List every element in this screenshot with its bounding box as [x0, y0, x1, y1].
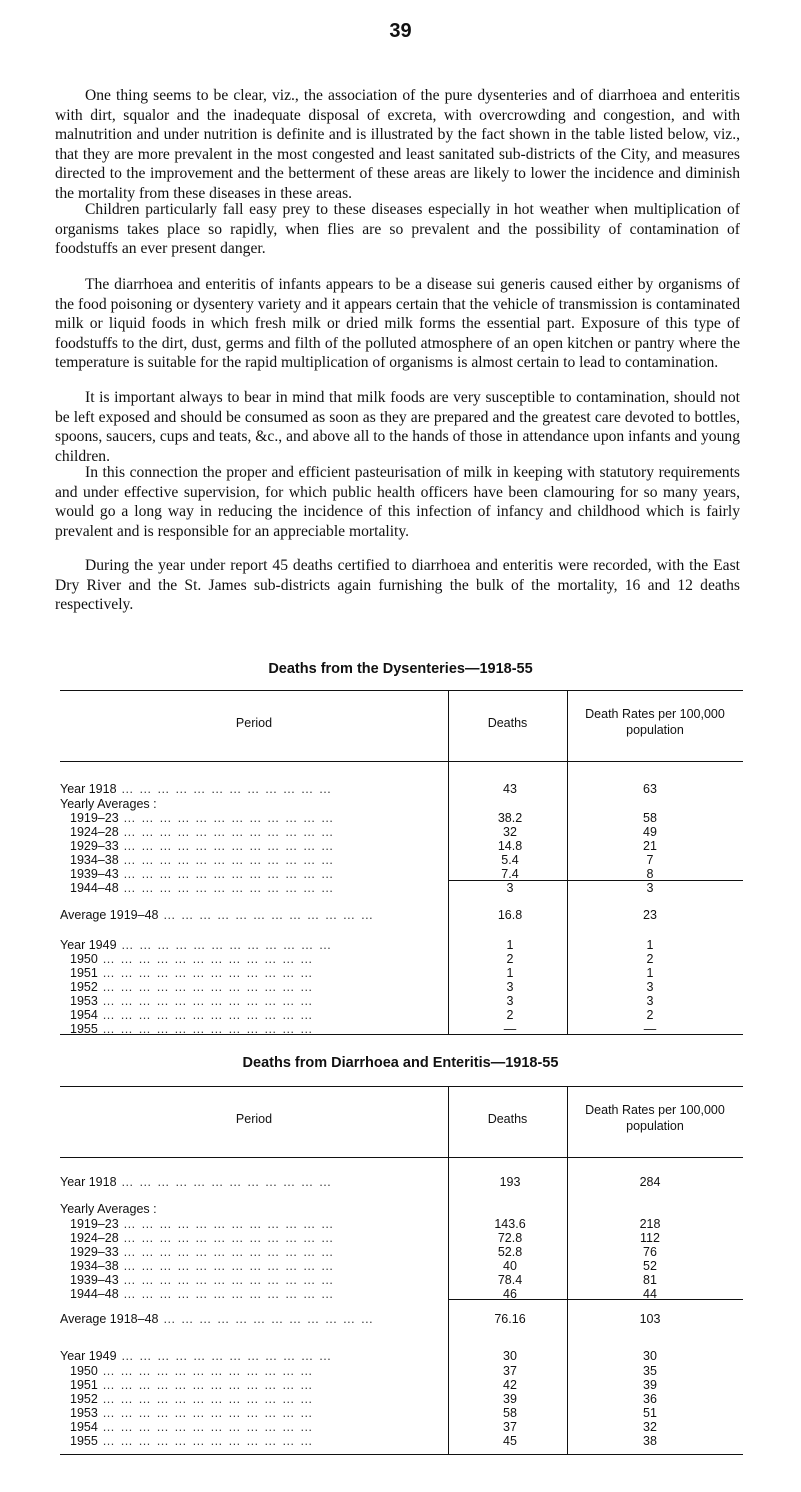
table-row [60, 966, 743, 980]
page-number: 39 [389, 20, 412, 42]
period-cell [70, 839, 445, 853]
period-label: Year 1949 [60, 938, 117, 952]
deaths-cell: 1 [506, 938, 514, 952]
table-row [60, 1245, 743, 1259]
table-row [60, 1420, 743, 1434]
leader-dots: … … … … … … … … … … … … [97, 1434, 314, 1448]
deaths-cell: — [503, 1022, 517, 1036]
period-cell [70, 1392, 445, 1406]
leader-dots: … … … … … … … … … … … … [118, 853, 335, 867]
period-label: 1924–28 [70, 1231, 119, 1245]
table-row [60, 1231, 743, 1245]
table1-caption: Deaths from the Dysenteries—1918-55 [268, 661, 533, 677]
period-cell [70, 1259, 445, 1273]
deaths-cell: 2 [506, 1008, 514, 1022]
period-label: Yearly Averages : [60, 1202, 157, 1216]
rate-cell: 2 [646, 1008, 654, 1022]
rate-cell: 44 [643, 1287, 657, 1301]
rate-cell: 23 [643, 908, 657, 922]
period-cell [70, 994, 445, 1008]
table-row [60, 1287, 743, 1301]
table-row [60, 1202, 743, 1216]
leader-dots: … … … … … … … … … … … … [97, 1378, 314, 1392]
leader-dots: … … … … … … … … … … … … [116, 782, 333, 796]
table-row [60, 908, 743, 922]
deaths-cell: 7.4 [501, 867, 519, 881]
rate-cell: 38 [643, 1434, 657, 1448]
period-cell [70, 1420, 445, 1434]
period-cell [60, 1312, 445, 1326]
table-row [60, 1259, 743, 1273]
table-row [60, 1022, 743, 1036]
period-cell [60, 1175, 445, 1189]
rate-header: Death Rates per 100,000 population [585, 1103, 725, 1133]
period-cell [60, 908, 445, 922]
rate-cell: 52 [643, 1259, 657, 1273]
period-cell [70, 1378, 445, 1392]
rate-cell: 2 [646, 952, 654, 966]
deaths-cell: 42 [503, 1378, 517, 1392]
leader-dots: … … … … … … … … … … … … [118, 1245, 335, 1259]
leader-dots: … … … … … … … … … … … … [97, 1406, 314, 1420]
period-label: 1924–28 [70, 825, 119, 839]
period-cell [70, 1273, 445, 1287]
deaths-cell: 1 [506, 966, 514, 980]
rate-cell: 76 [643, 1245, 657, 1259]
paragraph-5: In this connection the proper and efficient pasteurisation of milk in keeping with statutory requirements and under effective supervision, for which public health officers have been clamouring for so many years, would go a long way in reducing the incidence of this infection of infancy and childhood which is fairly prevalent and is responsible for an appreciable mortality. [55, 464, 740, 540]
deaths-cell: 45 [503, 1434, 517, 1448]
period-label: Year 1918 [60, 782, 117, 796]
period-cell [60, 782, 445, 796]
leader-dots: … … … … … … … … … … … … [97, 1392, 314, 1406]
period-cell [70, 853, 445, 867]
deaths-cell: 193 [499, 1175, 521, 1189]
rate-cell: 35 [643, 1364, 657, 1378]
leader-dots: … … … … … … … … … … … … [97, 966, 314, 980]
rate-cell: 103 [639, 1312, 661, 1326]
leader-dots: … … … … … … … … … … … … [118, 1217, 335, 1231]
period-label: 1944–48 [70, 1287, 119, 1301]
rate-cell: 112 [640, 1231, 660, 1245]
deaths-cell: 37 [503, 1364, 517, 1378]
table2-caption: Deaths from Diarrhoea and Enteritis—1918-55 [242, 1055, 559, 1071]
leader-dots: … … … … … … … … … … … … [118, 867, 335, 881]
table-row [60, 839, 743, 853]
table-row [60, 1349, 743, 1363]
deaths-cell: 38.2 [497, 811, 523, 825]
table-top-rule [60, 1086, 743, 1087]
leader-dots: … … … … … … … … … … … … [158, 908, 375, 922]
period-cell [60, 938, 445, 952]
paragraph-2: Children particularly fall easy prey to these diseases especially in hot weather when multiplication of organisms takes place so rapidly, when flies are so prevalent and the possibility of contamination of foodstuffs an ever present danger. [55, 201, 740, 257]
deaths-cell: 43 [503, 782, 517, 796]
rate-cell: 1 [646, 966, 654, 980]
rate-cell: 51 [643, 1406, 657, 1420]
deaths-cell: 5.4 [501, 853, 519, 867]
leader-dots: … … … … … … … … … … … … [118, 825, 335, 839]
rate-cell: 3 [646, 980, 654, 994]
table-row [60, 825, 743, 839]
period-cell [70, 980, 445, 994]
period-label: 1952 [70, 1392, 98, 1406]
period-cell [70, 1008, 445, 1022]
leader-dots: … … … … … … … … … … … … [118, 1273, 335, 1287]
leader-dots: … … … … … … … … … … … … [118, 839, 335, 853]
leader-dots: … … … … … … … … … … … … [97, 1008, 314, 1022]
leader-dots: … … … … … … … … … … … … [116, 938, 333, 952]
period-label: 1955 [70, 1434, 98, 1448]
leader-dots: … … … … … … … … … … … … [118, 1259, 335, 1273]
period-label: 1950 [70, 1364, 98, 1378]
period-cell [70, 811, 445, 825]
leader-dots: … … … … … … … … … … … … [97, 1022, 314, 1036]
period-cell [70, 952, 445, 966]
deaths-cell: 37 [503, 1420, 517, 1434]
deaths-cell: 52.8 [497, 1245, 523, 1259]
table-header-rule [60, 1157, 743, 1158]
period-cell [70, 1364, 445, 1378]
period-cell [70, 966, 445, 980]
period-cell [60, 1349, 445, 1363]
deaths-cell: 58 [503, 1406, 517, 1420]
deaths-cell: 78.4 [497, 1273, 523, 1287]
paragraph-4: It is important always to bear in mind that milk foods are very susceptible to contamination, should not be left exposed and should be consumed as soon as they are prepared and the greatest care devoted to bottles, spoons, saucers, cups and teats, &c., and above all to the hands of those in attendance upon infants and young children. [55, 389, 740, 465]
rate-header: Death Rates per 100,000 population [585, 707, 725, 737]
table-row [60, 1175, 743, 1189]
period-header: Period [235, 1112, 273, 1126]
period-label: 1919–23 [70, 811, 119, 825]
table-row [60, 853, 743, 867]
rate-cell: — [643, 1022, 657, 1036]
period-label: 1939–43 [70, 867, 119, 881]
period-header: Period [235, 716, 273, 730]
period-cell [70, 1287, 445, 1301]
table-header-rule [60, 761, 743, 762]
period-cell [70, 1434, 445, 1448]
rate-cell: 63 [643, 782, 657, 796]
table-row [60, 811, 743, 825]
leader-dots: … … … … … … … … … … … … [158, 1312, 375, 1326]
leader-dots: … … … … … … … … … … … … [97, 994, 314, 1008]
period-cell [70, 1406, 445, 1420]
table-row [60, 881, 743, 895]
period-label: 1944–48 [70, 881, 119, 895]
paragraph-1: One thing seems to be clear, viz., the association of the pure dysenteries and of diarrhoea and enteritis with dirt, squalor and the inadequate disposal of excreta, with overcrowding and congestion, and with malnutrition and under nutrition is definite and is illustrated by the fact shown in the table listed below, viz., that they are more prevalent in the most congested and least sanitated sub-districts of the City, and measures directed to the improvement and the betterment of these areas are likely to lower the incidence and diminish the mortality from these diseases in these areas. [55, 87, 740, 202]
period-cell [60, 1202, 445, 1216]
rate-cell: 32 [643, 1420, 657, 1434]
period-cell [70, 1231, 445, 1245]
deaths-cell: 30 [503, 1349, 517, 1363]
period-label: 1929–33 [70, 839, 119, 853]
rate-cell: 3 [646, 881, 654, 895]
period-cell [70, 1022, 445, 1036]
period-label: 1951 [70, 966, 98, 980]
leader-dots: … … … … … … … … … … … … [97, 952, 314, 966]
period-label: 1954 [70, 1420, 98, 1434]
deaths-cell: 3 [506, 994, 514, 1008]
table-row [60, 1312, 743, 1326]
period-label: Yearly Averages : [60, 797, 157, 811]
period-label: 1952 [70, 980, 98, 994]
leader-dots: … … … … … … … … … … … … [118, 1287, 335, 1301]
rate-cell: 8 [646, 867, 654, 881]
paragraph-6: During the year under report 45 deaths certified to diarrhoea and enteritis were recorded, with the East Dry River and the St. James sub-districts again furnishing the bulk of the mortality, 16 and 12 deaths respectively. [55, 557, 740, 613]
deaths-header: Deaths [487, 716, 528, 730]
period-label: 1939–43 [70, 1273, 119, 1287]
leader-dots: … … … … … … … … … … … … [116, 1349, 333, 1363]
deaths-cell: 46 [503, 1287, 517, 1301]
period-label: 1953 [70, 994, 98, 1008]
deaths-cell: 72.8 [497, 1231, 523, 1245]
table-row [60, 797, 743, 811]
leader-dots: … … … … … … … … … … … … [118, 811, 335, 825]
leader-dots: … … … … … … … … … … … … [118, 1231, 335, 1245]
rate-cell: 3 [646, 994, 654, 1008]
deaths-cell: 3 [506, 980, 514, 994]
table-bottom-rule [60, 1454, 743, 1455]
deaths-cell: 76.16 [494, 1312, 526, 1326]
period-label: 1950 [70, 952, 98, 966]
leader-dots: … … … … … … … … … … … … [118, 881, 335, 895]
period-cell [70, 1217, 445, 1231]
table-row [60, 1378, 743, 1392]
table-row [60, 782, 743, 796]
period-label: 1934–38 [70, 853, 119, 867]
table-row [60, 1008, 743, 1022]
paragraph-3: The diarrhoea and enteritis of infants appears to be a disease sui generis caused either by organisms of the food poisoning or dysentery variety and it appears certain that the vehicle of transmission is contaminated milk or liquid foods in which fresh milk or dried milk forms the essential part. Exposure of this type of foodstuffs to the dirt, dust, germs and filth of the polluted atmosphere of an open kitchen or pantry where the temperature is suitable for the rapid multiplication of organisms is almost certain to lead to contamination. [55, 276, 740, 371]
period-cell [70, 825, 445, 839]
deaths-cell: 32 [503, 825, 517, 839]
period-label: 1919–23 [70, 1217, 119, 1231]
rate-cell: 58 [643, 811, 657, 825]
rate-cell: 39 [643, 1378, 657, 1392]
period-label: Average 1918–48 [60, 1312, 159, 1326]
period-cell [70, 1245, 445, 1259]
period-label: Year 1918 [60, 1175, 117, 1189]
table-row [60, 1364, 743, 1378]
rate-cell: 81 [643, 1273, 657, 1287]
period-label: 1953 [70, 1406, 98, 1420]
table-row [60, 1392, 743, 1406]
table-dysenteries [60, 690, 743, 1036]
deaths-cell: 39 [503, 1392, 517, 1406]
table-row [60, 1434, 743, 1448]
deaths-cell: 14.8 [497, 839, 523, 853]
deaths-cell: 143.6 [494, 1217, 526, 1231]
table-row [60, 952, 743, 966]
period-label: Average 1919–48 [60, 908, 159, 922]
rate-cell: 36 [643, 1392, 657, 1406]
period-cell [70, 881, 445, 895]
period-cell [60, 797, 445, 811]
deaths-cell: 3 [506, 881, 514, 895]
rate-cell: 7 [646, 853, 654, 867]
deaths-cell: 16.8 [497, 908, 523, 922]
rate-cell: 284 [639, 1175, 661, 1189]
table-diarrhoea-enteritis [60, 1086, 743, 1456]
table-row [60, 994, 743, 1008]
table-row [60, 938, 743, 952]
deaths-cell: 40 [503, 1259, 517, 1273]
table-row [60, 1273, 743, 1287]
leader-dots: … … … … … … … … … … … … [97, 1364, 314, 1378]
rate-cell: 49 [643, 825, 657, 839]
period-label: 1955 [70, 1022, 98, 1036]
period-label: 1929–33 [70, 1245, 119, 1259]
table-row [60, 867, 743, 881]
rate-cell: 218 [639, 1217, 661, 1231]
table-top-rule [60, 690, 743, 691]
period-label: 1934–38 [70, 1259, 119, 1273]
leader-dots: … … … … … … … … … … … … [97, 1420, 314, 1434]
rate-cell: 21 [643, 839, 657, 853]
table-row [60, 1406, 743, 1420]
leader-dots: … … … … … … … … … … … … [97, 980, 314, 994]
rate-cell: 30 [643, 1349, 657, 1363]
leader-dots: … … … … … … … … … … … … [116, 1175, 333, 1189]
period-label: Year 1949 [60, 1349, 117, 1363]
period-cell [70, 867, 445, 881]
rate-cell: 1 [646, 938, 654, 952]
deaths-cell: 2 [506, 952, 514, 966]
deaths-header: Deaths [487, 1112, 528, 1126]
table-row [60, 1217, 743, 1231]
table-row [60, 980, 743, 994]
period-label: 1951 [70, 1378, 98, 1392]
period-label: 1954 [70, 1008, 98, 1022]
